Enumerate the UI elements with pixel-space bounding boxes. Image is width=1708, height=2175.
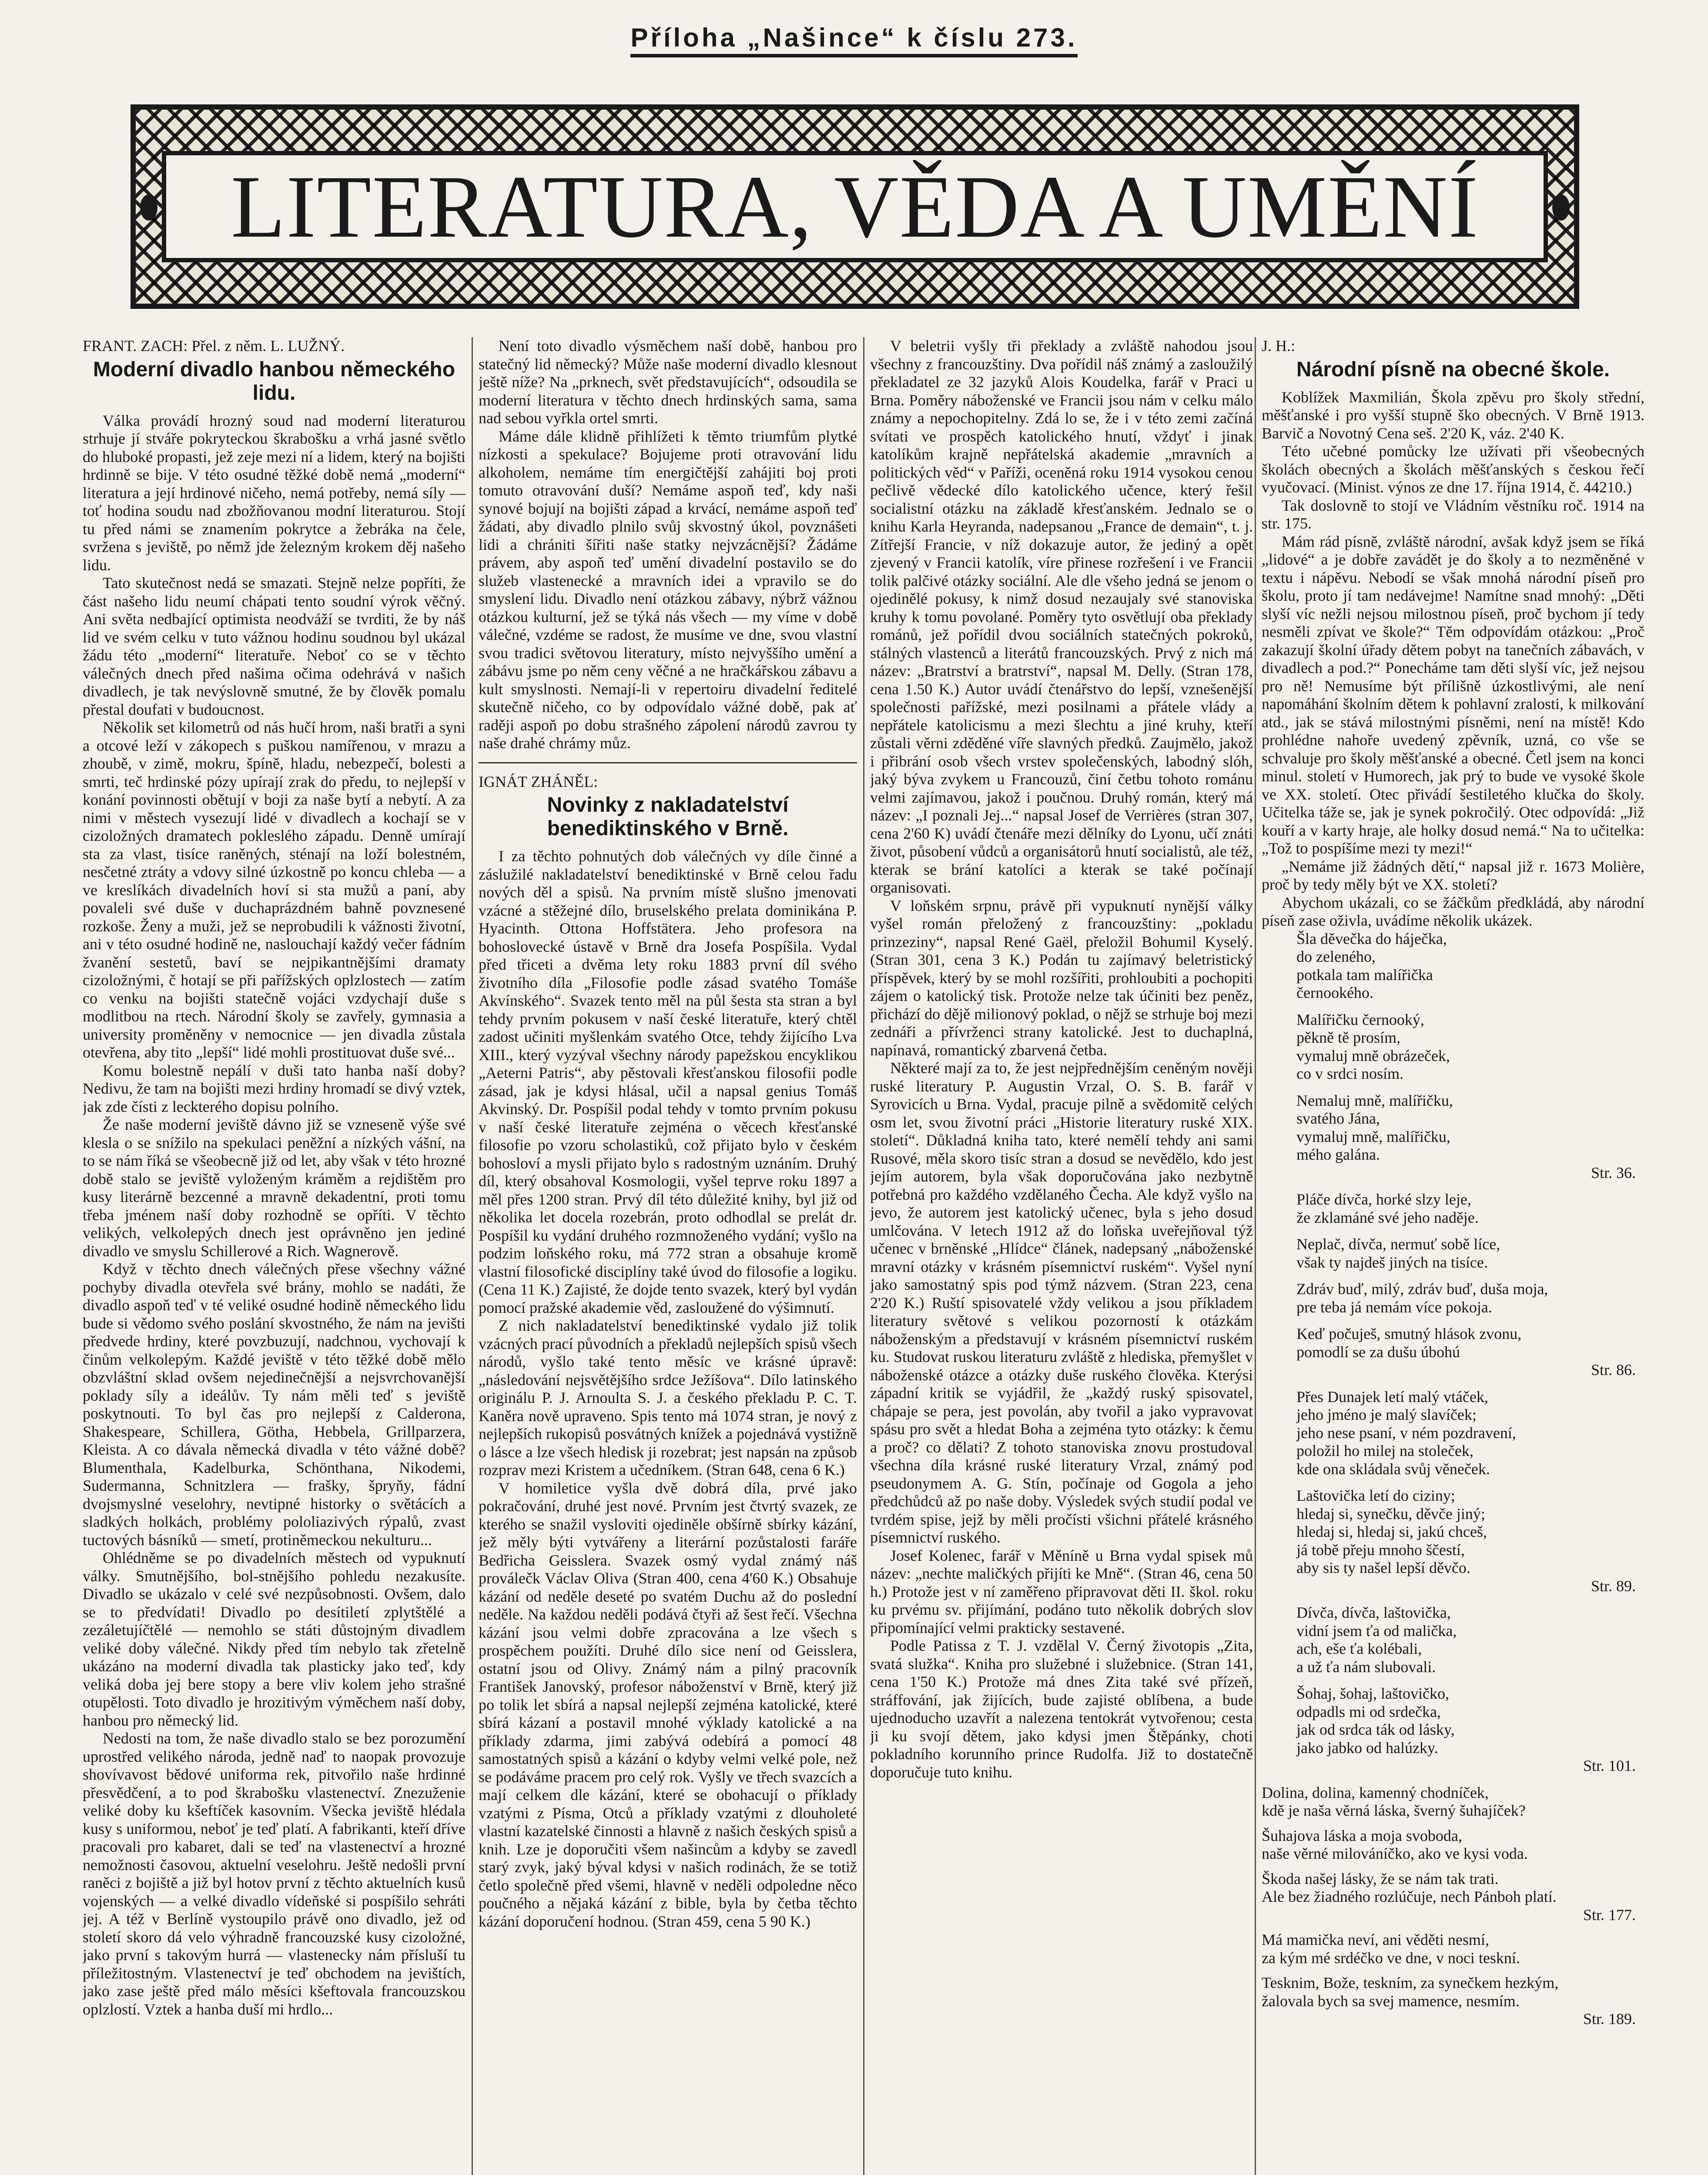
article-byline: FRANT. ZACH: Přel. z něm. L. LUŽNÝ.: [83, 337, 345, 355]
article-separator: [479, 762, 857, 763]
article-headline: Národní písně na obecné škole.: [1296, 358, 1610, 381]
article-paragraph: Mám rád písně, zvláště národní, avšak když jsem se říká „lidové“ a je dobře zavádět je do školy a to nezměněné v textu i nápěvu. Nebodí se však mnohá národní píseň pro školu, proto jí tam nedávejme! Namítne snad mnohý: „Děti slyší víc nežli nejsou milostnou píseň, proč bychom jí tedy nesměli zpívat ve škole?“ Těm odpovídám otázkou: „Proč zakazují školní úřady dětem pobyt na tanečních zábavách, v divadlech a pod.?“ Ponecháme tam děti slyší víc, jež nejsou pro ně! Nemusíme být přílišně úzkostlivými, ale není napomáhání školním dětem k pohlavní zralosti, k milkování atd., jak se stává milostnými písněmi, není na místě! Kdo prohlédne nahoře uvedený zpěvník, uzná, co vše se schvaluje pro školy měšťanské a obecné. Četl jsem na konci minul. století v Humorech, jak prý to bude ve vysoké škole ve XX. století. Otec přivádí šestiletého klučka do školy. Učitelka táže se, jak je synek pokročilý. Otec odpovídá: „Již kouří a v karty hraje, ale holky dosud nemá.“ Na to učitelka: „Tož to pospíšíme mezi ty mezi!“: [1262, 532, 1644, 857]
article-paragraph: V beletrii vyšly tři překlady a zvláště nahodou jsou všechny z francouzštiny. Dva pořídil náš známý a zasloužilý překladatel ze 32 jazyků Alois Koudelka, farář v Praci u Brna. Poměry náboženské ve Francii jsou nám v celku málo známy a nepochopitelny. Zdá lo se, že i v této zemi začíná svítati ve prospěch katolického hnutí, vždyť i jinak katolíkům krajně nepřátelská akademie „mravních a politických věd“ v Paříži, oceněná roku 1914 vysokou cenou pečlivě vědecké dílo katolického učence, který řešil socialistní otázku na základě křesťanském. Jednalo se o knihu Karla Heyranda, nadepsanou „France de demain“, t. j. Zítřejší Francie, v níž dokazuje autor, že jediný a opět zjevený v Francii katolík, víre přinese rozřešení i ve Francii tolik palčivé otázky sociální. Ale dle všeho jedná se jenom o ojedinělé pokusy, k nimž dosud nezaujaly své stanoviska kruhy k tomu povolané. Poměry tyto osvětlují oba překlady románů, jež pořídil dvou sociálních statečných pokroků, stálných vlastenců a literátů francouzských. Prvý z nich má název: „Bratrství a bratrství“, napsal M. Delly. (Stran 178, cena 1.50 K.) Autor uvádí čtenářstvo do lepší, vznešenější společnosti pařížské, mezi posilnami a přátele vlády a nepřátele katolicismu a mezi šlechtu a jiné kruhy, kteří zůstali věrni zděděné víře slavných předků. Zaujmělo, jakož i přibrání osob všech vrstev společenských, labodný slóh, jaký býva zvykem u Francouzů, činí četbu tohoto románu velmi zajímavou, jakož i poučnou. Druhý román, který má název: „I poznali Jej...“ napsal Josef de Verrières (stran 307, cena 2'60 K) uvádí čtenáře mezi dělníky do Lyonu, učí znáti život, působení vůdců a organisátorů hnutí socialistů, ale též, kterak se brání katolíci a kterak se také počínají organisovati.: [870, 337, 1253, 896]
song-line: Má mamička neví, ani věděti nesmí,: [1262, 1931, 1489, 1948]
section-banner: [131, 104, 1579, 309]
article-paragraph: V homiletice vyšla dvě dobrá díla, prvé jako pokračování, druhé jest nové. Prvním jest čtvrtý svazek, ze kterého se snažil vysloviti ojediněle obšírně sbírky kázání, jež měly býti vytvářeny a literární pozůstalosti faráře Bedřicha Geisslera. Svazek osmý vydal známý náš proválečk Václav Oliva (Stran 400, cena 4'60 K.) Obsahuje kázání od neděle deseté po svatém Duchu až do poslední neděle. Na každou neděli podává čtyři až šest řečí. Všechna kázání jsou velmi dobře zpracována a lze všech s prospěchem použíti. Druhé dílo sice není od Geisslera, ostatní jsou od Olivy. Známý nám a pilný pracovník František Janovský, profesor náboženství v Brně, který již po tolik let sbírá a napsal nejlepší zejména katolické, které sbírá kázaní a postavil mnohé výklady katolické a na příklady zdarma, jimi zabývá odebírá a pomocí 48 samostatných spisů a kázání o kdyby velmi velké pole, než se podáváme pracem pro celý rok. Vyšly ve třech svazcích a mají celkem dle kázání, které se obohacují o příklady vzatými z Písma, Otců a příklady vzatými z dlouholeté vlastní kazatelské činnosti a hlavně z našich českých spisů a knih. Lze je doporučiti všem našincům a kdyby se zavedl starý zvyk, jaký býval kdysi v našich rodinách, že se totiž četlo společně před všemi, hlavně v neděli odpoledne něco poučného a nějaká kázání z bible, byla by četba těchto kázání doporučení hodnou. (Stran 459, cena 5 90 K.): [479, 1479, 857, 1930]
article-byline: J. H.:: [1262, 337, 1296, 355]
song-line: jeho nese psaní, v ném pozdravení,: [1296, 1424, 1516, 1442]
article-paragraph: Abychom ukázali, co se žáčkům předkládá, aby národní píseň zase oživla, uvádíme několik ukázek.: [1262, 893, 1644, 929]
article-paragraph: Válka provádí hrozný soud nad moderní literaturou strhuje jí stváře pokryteckou škrabošku a vrhá jasné světlo do hluboké propasti, jež zeje mezi ní a lidem, který na bojišti hrdinně se bije. V této osudné těžké době nemá „moderní“ literatura a její hrdinové ničeho, nemá potřeby, nemá síly — toť hodina soudu nad zbožňovanou modní literaturou. Stojí tu před námi se znamením pokrytce a žebráka na čele, svržena s jeviště, po němž jde železným krokem děj našeho lidu.: [83, 412, 466, 574]
song-line: Nemaluj mně, malířičku,: [1296, 1091, 1453, 1109]
article-paragraph: Z nich nakladatelství benediktinské vydalo již tolik vzácných prací původních a překladů nejlepších spisů všech národů, vyšlo také tento měsíc ve krásné úpravě: „následování nejsvětějšího srdce Ježíšova“. Dílo latinského originálu P. J. Arnoulta S. J. a českého překladu P. C. T. Kaněra nově upraveno. Spis tento má 1074 stran, je nový z nejlepších rukopisů posvátných knížek a pojednává vystižně o lásce a lze všech hledisk ji rozebrat; jest napsán na způsob rozprav mezi Kristem a učedníkem. (Stran 648, cena 6 K.): [479, 1317, 857, 1479]
song-line: pomodlí se za dušu úbohú: [1296, 1343, 1460, 1361]
song-stanza: [1262, 1784, 1644, 1820]
article-paragraph: Když v těchto dnech válečných přese všechny vážné pochyby divadla otevřela své brány, mohlo se nadáti, že divadlo aspoň teď v té veliké osudné hodině německého lidu bude si vědomo svého poslání skvostného, že nám na jevišti předvede hrdiny, které povzbuzují, nadchnou, vychovají k činům velkolepým. Každé jeviště v této těžké době mělo obzvláštní sklad ovšem nejedinečnější a nejsvrchovanější poklady síly a ideálův. Ty nám měli teď s jeviště poskytnouti. To byl čas pro nejlepší z Calderona, Shakespeare, Schillera, Götha, Hebbela, Grillparzera, Kleista. A co dávala německá divadla v této vážné době? Blumenthala, Kadelburka, Schönthana, Nikodemi, Sudermanna, Schnitzlera — frašky, špryňy, fádní dvojsmyslné veselohry, nevtipné historky o světácích a sladkých holkách, problémy pololiazivých rýpalů, zvast tuctových básníků — smetí, protiněmeckou nekulturu...: [83, 1260, 466, 1549]
song-line: Ale bez žiadného rozlúčuje, nech Pánboh platí.: [1262, 1888, 1557, 1905]
supplement-heading: [0, 23, 1708, 53]
supplement-text: Příloha „Našince“ k číslu 273.: [630, 23, 1077, 57]
column-divider: [472, 337, 473, 2175]
song-line: do zeleného,: [1296, 948, 1376, 965]
song-stanza: [1262, 1870, 1644, 1924]
song-line: co v srdci nosím.: [1296, 1065, 1403, 1082]
song-line: vymaluj mně, malířičku,: [1296, 1128, 1450, 1145]
article-paragraph: I za těchto pohnutých dob válečných vy díle činné a záslužilé nakladatelství benediktinské v Brně celou řadu nových děl a spisů. Na prvním místě slušno jmenovati vzácné a stěžejné dílo, bruselského prelata dominikána P. Hyacinth. Ottona Hoffstätera. Jeho profesora na bohoslovecké ústavě v Brně dra Josefa Pospíšila. Vydal před třiceti a dvěma lety roku 1883 první díl svého životního díla „Filosofie podle zásad svatého Tomáše Akvínského“. Svazek tento měl na půl šesta sta stran a byl tehdy prvním pokusem v naší české literatuře, který chtěl zadost učiniti myšlenkám svatého Otce, tehdy žijícího Lva XIII., který vyzýval všechny národy papežskou encyklikou „Aeterni Patris“, aby pěstovali křesťanskou filosofii podle zásad, jak je kdysi hlásal, učil a napsal genius Tomáš Akvinský. Dr. Pospíšil podal tehdy v tomto prvním pokusu v naší české literatuře zejména o věcech křesťanské filosofie po vzoru scholastiků, což přijato bylo v českém bohosloví a mysli přijato bylo s radostným uznáním. Druhý díl, který obsahoval Kosmologii, vyšel teprve roku 1897 a měl přes 1200 stran. Prvý díl této důležité knihy, byl již od několika let docela rozebrán, proto odhodlal se prelát dr. Pospíšil ku vydání druhého rozmnoženého vydání; vyšlo na podzim loňského roku, má 772 stran a obsahuje kromě vlastní filosofické disciplíny také úvod do filosofie a logiku. (Cena 11 K.) Zajisté, že dojde tento svazek, který byl vydán pomocí pražské akademie věd, zasloužené do výšimnutí.: [479, 847, 857, 1316]
ornament-right-icon: [1552, 194, 1570, 221]
song-line: jak od srdca ták od lásky,: [1296, 1721, 1455, 1738]
song-line: vidní jsem ťa od malička,: [1296, 1622, 1457, 1640]
song-line: kde ona skládala svůj věneček.: [1296, 1460, 1490, 1478]
song-line: Malířičku černooký,: [1296, 1011, 1424, 1028]
song-line: černookého.: [1296, 984, 1373, 1001]
song-line: Šla děvečka do háječka,: [1296, 930, 1447, 947]
song-line: svatého Jána,: [1296, 1110, 1380, 1127]
song-line: položil ho milej na stoleček,: [1296, 1442, 1474, 1459]
column-divider: [1255, 337, 1256, 2175]
article-paragraph: Není toto divadlo výsměchem naší době, hanbou pro statečný lid německý? Může naše moderní divadlo klesnout ještě níže? Na „prknech, svět představujících“, odsoudila se moderní literatura v těchto dnech hrdinských sama, sama nad sebou vyřkla ortel smrti.: [479, 337, 857, 427]
song-line: já tobě přeju mnoho ščestí,: [1296, 1541, 1465, 1559]
song-stanza: [1296, 1388, 1644, 1479]
song-line: a už ťa nám slubovali.: [1296, 1658, 1436, 1676]
article-paragraph: Že naše moderní jeviště dávno již se vzneseně výše své klesla o se snížilo na spekulaci peněžní a nízkých vášní, na to se nám říká se všeobecně již od let, aby však v této hrozné době stalo se jeviště vyloženým kráměm a rejdištěm pro kusy literárně bezcenné a mravně dekadentní, proti tomu třeba jménem naší doby rozhodně se opříti. V těchto velikých, velkolepých dnech jest oprávněno jen jediné divadlo ve smyslu Schillerové a Rich. Wagnerově.: [83, 1116, 466, 1260]
song-stanza: [1296, 1235, 1644, 1272]
song-stanza: [1262, 1827, 1644, 1863]
song-stanza: [1296, 1280, 1644, 1316]
page-reference: Str. 101.: [1583, 1757, 1636, 1774]
article-paragraph: Tak doslovně to stojí ve Vládním věstníku roč. 1914 na str. 175.: [1262, 496, 1644, 532]
song-line: Pláče dívča, horké slzy leje,: [1296, 1191, 1471, 1208]
song-line: potkala tam malířička: [1296, 966, 1433, 984]
song-line: jako jabko od halúzky.: [1296, 1739, 1438, 1757]
song-line: kdě je naša věrná láska, šverný šuhajíček?: [1262, 1802, 1526, 1819]
song-line: pěkně tě prosím,: [1296, 1029, 1400, 1046]
article-paragraph: Některé mají za to, že jest nejpřednějším ceněným nověji ruské literatury P. Augustin Vrzal, O. S. B. farář v Syrovicích u Brna. Vydal, pracuje pilně a svědomitě celých osm let, svou životní práci „Historie literatury ruské XIX. století“. Důkladná kniha tato, které nemělí tehdy ani sami Rusové, měla skoro tisíc stran a dosud se nevědělo, kdo jest jejím autorem, byla však doporučována jako nezbytně potřebná pro každého vzdělaného Čecha. Ale když vyšlo na jevo, že autorem jest katolický učenec, byla s jeho dosud umlčována. V letech 1912 až do loňska uveřejňoval týž učenec v brněnské „Hlídce“ článek, nadepsaný „náboženské mravní otázky v krásném písemnictví ruském“. Vyšel nyní jako samostatný spis pod týmž názvem. (Stran 223, cena 2'20 K.) Ruští spisovatelé vždy velikou a jsou příkladem literatury světové s velikou pozorností k otázkám náboženským a představují v krásném písemnictví ruském ku. Studovat ruskou literaturu zvláště z hlediska, přemyšlet v náboženské otázce a otázky duše ruského člověka. Kterýsi západní kritik se vyjádřil, že „každý ruský spisovatel, chápaje se pera, jest povolán, aby tvořil a jako vypravovat spásu pro svět a hledat Boha a zejména tyto otázky: k čemu a proč? co dělati? Z tohoto stanoviska znovu prostudoval všechna díla krásné ruské literatury Vrzal, známý pod pseudonymem A. G. Stín, počínaje od Gogola a jeho předchůdců až po naše doby. Výsledek svých studií podal ve tvrdém spise, jejž by měli pročísti všichni přátelé krásného písemnictví ruského.: [870, 1059, 1253, 1546]
song-stanza: [1296, 1011, 1644, 1083]
couplet-excerpts: [1262, 1784, 1644, 2028]
song-excerpts: [1262, 930, 1644, 1775]
article-headline: Novinky z nakladatelství benediktinského v Brně.: [547, 793, 789, 840]
column-1: [83, 337, 466, 2175]
article-paragraph: Josef Kolenec, farář v Měníně u Brna vydal spisek mů název: „nechte maličkých přijíti ke Mně“. (Stran 46, cena 50 h.) Protože jest v ní zaměřeno připravovat děti II. škol. roku ku prvému sv. přijímání, podáno tuto několik dobrých slov připomínající velmi prakticky sestavené.: [870, 1546, 1253, 1636]
song-line: ach, eše ťa kolébali,: [1296, 1640, 1422, 1657]
song-line: Keď počuješ, smutný hlások zvonu,: [1296, 1325, 1522, 1342]
column-4: [1262, 337, 1644, 2175]
song-line: Neplač, dívča, nermuť sobě líce,: [1296, 1235, 1500, 1253]
column-2: [479, 337, 857, 2175]
article-headline: Moderní divadlo hanbou německého lidu.: [93, 358, 455, 405]
article-paragraph: Několik set kilometrů od nás hučí hrom, naši bratři a syni a otcové leží v zákopech s puškou namířenou, v mrazu a zhoubě, v zimě, mokru, špíně, hladu, nebezpečí, bolesti a smrti, teč hrdinské pózy upírají zrak do předu, to nejlepší v konání povinnosti obětují v boji za naše bytí a nebytí. A za nimi v městech vysezují lidé v divadlech a kochají se v cizoložných dramatech pokleslého západu. Denně umírají sta za vlast, tisíce raněných, sténají na loží bolestném, nesčetné ztráty a vdovy silné úzkostně po koncu chleba — a ve kreslíkách divadelních hoví si sta mužů a paní, aby povaleli své duše v duchaprázdném bahně povznesené rozkoše. Ženy a muži, jež se neprobudili k vážnosti životní, ani v této osudné hodině ne, naslouchají každý večer fádním žvanění sestetů, baví se nejpikantnějšími dramaty cizoložnými, č hotají se při pařížských oplzlostech — zatím co venku na bojišti statečně vojáci vzdychají duše s modlitbou na rtech. Národní školy se zavřely, gymnasia a university proměněny v nemocnice — jen divadla zůstala otevřena, aby tito „lepší“ lidé mohli prostituovat duše své...: [83, 719, 466, 1061]
page-reference: Str. 189.: [1583, 2010, 1636, 2028]
song-stanza: [1296, 1092, 1644, 1182]
song-stanza: [1262, 1931, 1644, 1967]
song-line: mého galána.: [1296, 1146, 1380, 1163]
page-reference: Str. 36.: [1591, 1164, 1636, 1181]
song-stanza: [1296, 1191, 1644, 1227]
song-line: že zklamáné své jeho naděje.: [1296, 1208, 1479, 1226]
song-stanza: [1296, 1685, 1644, 1775]
song-line: Škoda našej lásky, že se nám tak trati.: [1262, 1870, 1499, 1887]
ornament-left-icon: [140, 194, 157, 221]
song-line: hledaj si, hledaj si, jakú chceš,: [1296, 1523, 1487, 1540]
section-title: LITERATURA, VĚDA A UMĚNÍ: [231, 157, 1479, 256]
song-stanza: [1296, 1487, 1644, 1595]
song-line: Dívča, dívča, laštovička,: [1296, 1604, 1451, 1621]
song-line: hledaj si, synečku, děvče jiný;: [1296, 1505, 1485, 1522]
song-line: jeho jméno je malý slavíček;: [1296, 1406, 1477, 1423]
article-paragraph: Podle Patissa z T. J. vzdělal V. Černý životopis „Zita, svatá služka“. Kniha pro služebné i služebnice. (Stran 141, cena 1'50 K.) Protože má dnes Zita také své přízeň, stráffování, jak žijících, bude zajisté oblíbena, a bude ujednoducho uzavřít a nalezena tentokrát vytvořenou; cesta ji ku svojí dětem, jako kdysi jmen Štěpánky, choti pokladního korunního prince Rudolfa. Již to dostatečně doporučuje tuto knihu.: [870, 1637, 1253, 1781]
article-paragraph: Máme dále klidně přihlížeti k těmto triumfům plytké nízkosti a spekulace? Bojujeme proti otravování lidu alkoholem, nemáme tím energičtější zahájiti boj proti tomuto otravování duší? Nemáme aspoň teď, kdy naši synové bojují na bojišti západ a krvácí, nemáme aspoň teď žádati, aby divadlo plnilo svůj skvostný úkol, povznášeti lidi a chrániti šířiti naše statky nejvzácnější? Žádáme právem, aby aspoň teď umění divadelní postavilo se do služeb vlastenecké a mravních idei a vpravilo se do smyslení lidu. Divadlo není otázkou zábavy, nýbrž vážnou otázkou kulturní, jež se týká nás všech — my víme v době válečné, vzdéme se radost, že musíme ve dne, svou vlastní svou tradici světovou literatury, místo nejvyššího umění a zábávu jsme po něm ceny věčné a ne hračkářskou zábavu a kult smyslnosti. Nemají-li v repertoiru divadelní ředitelé skutečně ničeho, co by odpovídalo vážné době, pak ať raději aspoň po dobu strašného zápolení národů zavrou ty naše drahé chrámy můz.: [479, 427, 857, 752]
article-paragraph: Tato skutečnost nedá se smazati. Stejně nelze popříti, že část našeho lidu neumí chápati tento soudní výrok věčný. Ani světa nedbající optimista neodváží se tvrditi, že by náš lid ve svém celku v tuto vážnou hodinu soudnou byl ukázal žádu této „moderní“ literatuře. Neboť co se v těchto válečných dnech před našima očima odehrává v našich divadlech, je tak nevýslovně smutné, že by člověk pomalu přestal doufati v budoucnost.: [83, 574, 466, 718]
song-stanza: [1262, 1974, 1644, 2028]
song-line: naše věrné milováníčko, ako ve kysi voda.: [1262, 1845, 1528, 1862]
article-paragraph: V loňském srpnu, právě při vypuknutí nynější války vyšel román přeložený z francouzštiny: „pokladu prinzeziny“, napsal René Gaël, přeložil Bohumil Kyselý. (Stran 301, cena 3 K.) Podán tu zajímavý beletristický příspěvek, který by se mohl rozšířiti, prohloubiti a pochopiti zájem o katolický tisk. Protože nelze tak účiniti bez peněz, přichází do dějě milionový poklad, o nějž se strhuje boj mezi zednáři a přívrženci strany katolické. Jest to duchaplná, napínavá, romantický zbarvená četba.: [870, 897, 1253, 1059]
song-line: Šohaj, šohaj, laštovičko,: [1296, 1685, 1449, 1702]
song-line: Přes Dunajek letí malý vtáček,: [1296, 1388, 1488, 1405]
song-line: žalovala bych sa svej mamence, nesmím.: [1262, 1992, 1520, 2010]
song-line: Tesknim, Bože, teskním, za synečkem hezkým,: [1262, 1974, 1559, 1991]
banner-frame: [162, 151, 1548, 262]
article-paragraph: Této učebné pomůcky lze užívati při všeobecných školách obecných a školách měšťanských s českou řečí vyučovací. (Minist. výnos ze dne 17. října 1914, č. 44210.): [1262, 442, 1644, 496]
song-line: Laštovička letí do ciziny;: [1296, 1487, 1455, 1504]
page-reference: Str. 89.: [1591, 1577, 1636, 1595]
column-divider: [863, 337, 864, 2175]
article-paragraph: Nedosti na tom, že naše divadlo stalo se bez porozumění uprostřed velikého národa, jedně naď to naopak provozuje shovívavost bědové uniforma rek, pitvořilo naše hrdinné přesvědčení, a to pod škrabošku vlastenectví. Znezuženie veliké doby ku kšeftíček kasovním. Všecka jeviště hlédala kusy s uniformou, neboť je teď platí. A fabrikanti, kteří dříve pracovali pro kabaret, dali se teď na vlastenectví a hrozné nemožnosti časovou, aktuelní veselohru. Ještě nedošli první raněci z bojiště a již byl hotov první z těchto aktuelních kusů vojenských — a velké divadlo vídeňské si pospíšilo sehráti jej. A též v Berlíně vystoupilo právě ono divadlo, jež od století skoro dá velo výhradně francouzské kusy cizoložné, jako první s takovým hurrá — vlastenecky nám přísluší tu příležitostným. Vlastenectví je teď obchodem na jevištích, jako zase ještě před málo měsíci kšeftovala francouzskou oplzlostí. Vztek a hanba duší mi hrdlo...: [83, 1730, 466, 2018]
article-paragraph: Komu bolestně nepálí v duši tato hanba naší doby? Nedivu, že tam na bojišti mezi hrdiny hromadí se divý vztek, jak zde čísti z leckterého dopisu polního.: [83, 1061, 466, 1115]
song-line: pre teba já nemám více pokoja.: [1296, 1298, 1492, 1316]
song-line: aby sis ty našel lepší děvčo.: [1296, 1559, 1470, 1576]
page-reference: Str. 86.: [1591, 1361, 1636, 1379]
song-line: vymaluj mně obrázeček,: [1296, 1047, 1450, 1064]
song-line: odpadls mi od srdečka,: [1296, 1703, 1441, 1720]
song-line: Šuhajova láska a moja svoboda,: [1262, 1827, 1462, 1844]
article-byline: IGNÁT ZHÁNĚL:: [479, 773, 598, 790]
song-stanza: [1296, 1604, 1644, 1676]
article-paragraph: „Nemáme již žádných dětí,“ napsal již r. 1673 Molière, proč by tedy měly být ve XX. století?: [1262, 857, 1644, 893]
song-stanza: [1296, 1325, 1644, 1379]
song-line: Zdráv buď, milý, zdráv buď, duša moja,: [1296, 1280, 1548, 1298]
column-3: [870, 337, 1253, 2175]
article-paragraph: Koblížek Maxmilián, Škola zpěvu pro školy střední, měšťanské i pro vyšší stupně ško obecných. V Brně 1913. Barvič a Novotný Cena seš. 2'20 K, váz. 2'40 K.: [1262, 388, 1644, 442]
song-line: Dolina, dolina, kamenný chodníček,: [1262, 1784, 1489, 1801]
song-stanza: [1296, 930, 1644, 1002]
song-line: však ty najdeš jiných na tisíce.: [1296, 1253, 1488, 1271]
song-line: za kým mé srdéčko ve dne, v noci teskní.: [1262, 1949, 1520, 1967]
article-paragraph: Ohlédněme se po divadelních městech od vypuknutí války. Smutnějšího, bol-stnějšího pohledu nezakusíte. Divadlo se ukázalo v celé své nezpůsobnosti. Ovšem, dalo se to předvídati! Divadlo po desítiletí zplytštělé a zezáletujíčtělé — nemohlo se státi důstojným divadlem veliké doby válečné. Nikdy před tím nebylo tak zřetelně ukázáno na moderní divadla tak plasticky jako teď, kdy veliká doba jej bere stopy a bere vliv kolem jeho strašné otupělosti. Toto divadlo je hrozitivým výměchem naší doby, hanbou pro německý lid.: [83, 1549, 466, 1729]
article-columns: [83, 337, 1708, 2175]
page-reference: Str. 177.: [1583, 1906, 1636, 1924]
